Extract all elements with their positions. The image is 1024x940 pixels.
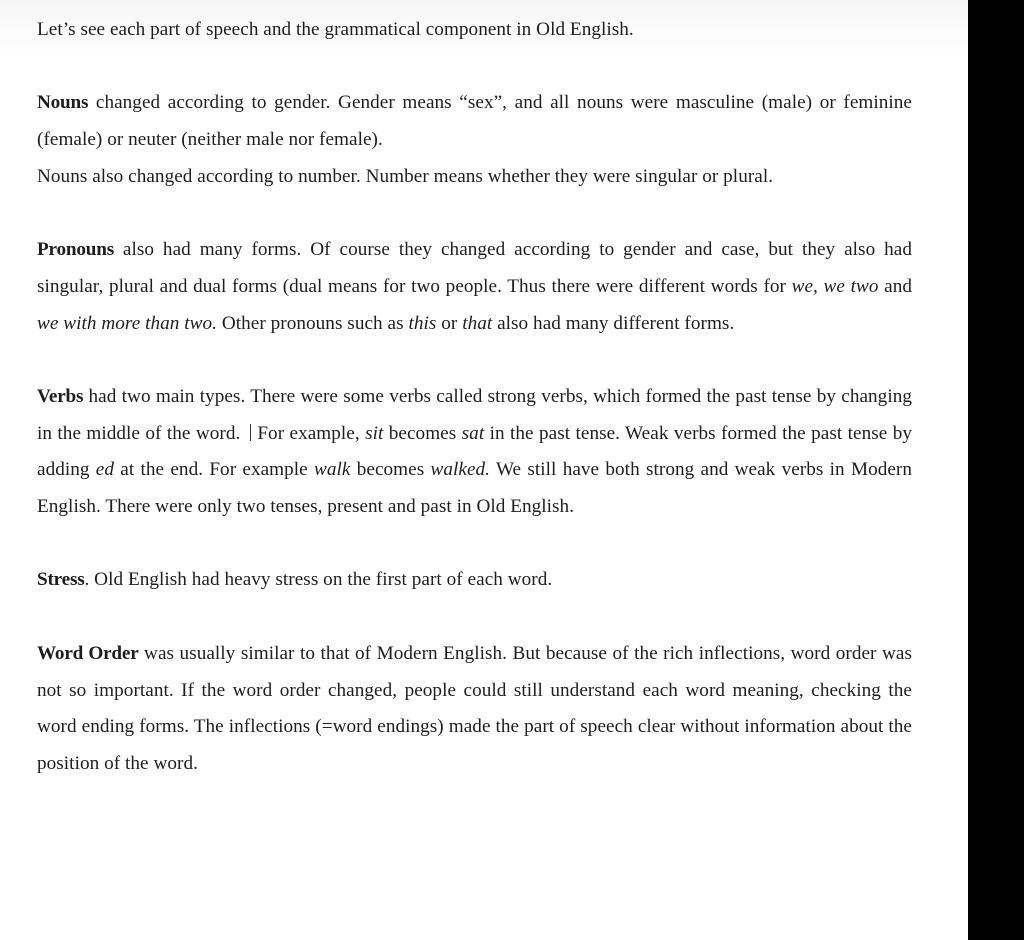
word-order-paragraph — [37, 636, 912, 783]
pronouns-italic-we-with-more: we with more than two. — [37, 312, 218, 334]
verbs-text-6: becomes — [350, 459, 431, 481]
pronouns-italic-that: that — [462, 312, 493, 334]
pronouns-text-2: and — [878, 275, 912, 297]
pronouns-paragraph — [37, 232, 912, 342]
verbs-italic-ed: ed — [95, 459, 115, 481]
document-body — [37, 12, 912, 783]
verbs-italic-walk: walk — [314, 459, 351, 481]
word-order-term: Word Order — [37, 642, 139, 664]
stress-paragraph — [37, 562, 912, 599]
nouns-sentence-1: changed according to gender. Gender means “sex”, and all nouns were masculine (male) or feminine (female) or neuter (neither male nor female). — [37, 92, 912, 151]
verbs-text-4: in the past tense. Weak verbs formed the past tense by adding — [37, 422, 912, 481]
verbs-text-3: becomes — [383, 422, 462, 444]
pronouns-italic-we-we-two: we, we two — [791, 275, 879, 297]
verbs-italic-walked: walked. — [430, 459, 491, 481]
pronouns-italic-this: this — [408, 312, 437, 334]
nouns-term: Nouns — [37, 92, 89, 114]
pronouns-text-3: Other pronouns such as — [217, 312, 409, 334]
pronouns-text-1: also had many forms. Of course they changed according to gender and case, but they also had singular, plural and dual forms (dual means for two people. Thus there were different words for — [37, 239, 912, 297]
verbs-text-1: had two main types. There were some verbs called strong verbs, which formed the past tense by changing in the middle of the word. — [37, 385, 912, 444]
verbs-text-5: at the end. For example — [114, 459, 315, 481]
verbs-term: Verbs — [37, 385, 84, 407]
verbs-italic-sat: sat — [461, 422, 485, 444]
nouns-sentence-2: Nouns also changed according to number. Number means whether they were singular or plural. — [37, 165, 774, 187]
verbs-text-7: We still have both strong and weak verbs in Modern English. There were only two tenses, present and past in Old English. — [37, 459, 913, 518]
pronouns-text-5: also had many different forms. — [492, 312, 735, 334]
text-cursor — [250, 424, 251, 441]
word-order-text: was usually similar to that of Modern English. But because of the rich inflections, word order was not so important. If the word order changed, people could still understand each word meaning, checking the word ending forms. The inflections (=word endings) made the part of speech clear without information about the position of the word. — [37, 642, 913, 774]
intro-paragraph — [37, 12, 912, 49]
pronouns-text-4: or — [436, 312, 463, 334]
verbs-text-2: For example, — [257, 422, 366, 444]
pronouns-term: Pronouns — [37, 239, 114, 261]
stress-term: Stress — [37, 569, 85, 591]
stress-text: . Old English had heavy stress on the first part of each word. — [84, 569, 553, 591]
verbs-paragraph — [37, 379, 912, 526]
nouns-paragraph — [37, 85, 912, 195]
intro-text: Let’s see each part of speech and the grammatical component in Old English. — [37, 19, 634, 40]
verbs-italic-sit: sit — [365, 422, 384, 444]
